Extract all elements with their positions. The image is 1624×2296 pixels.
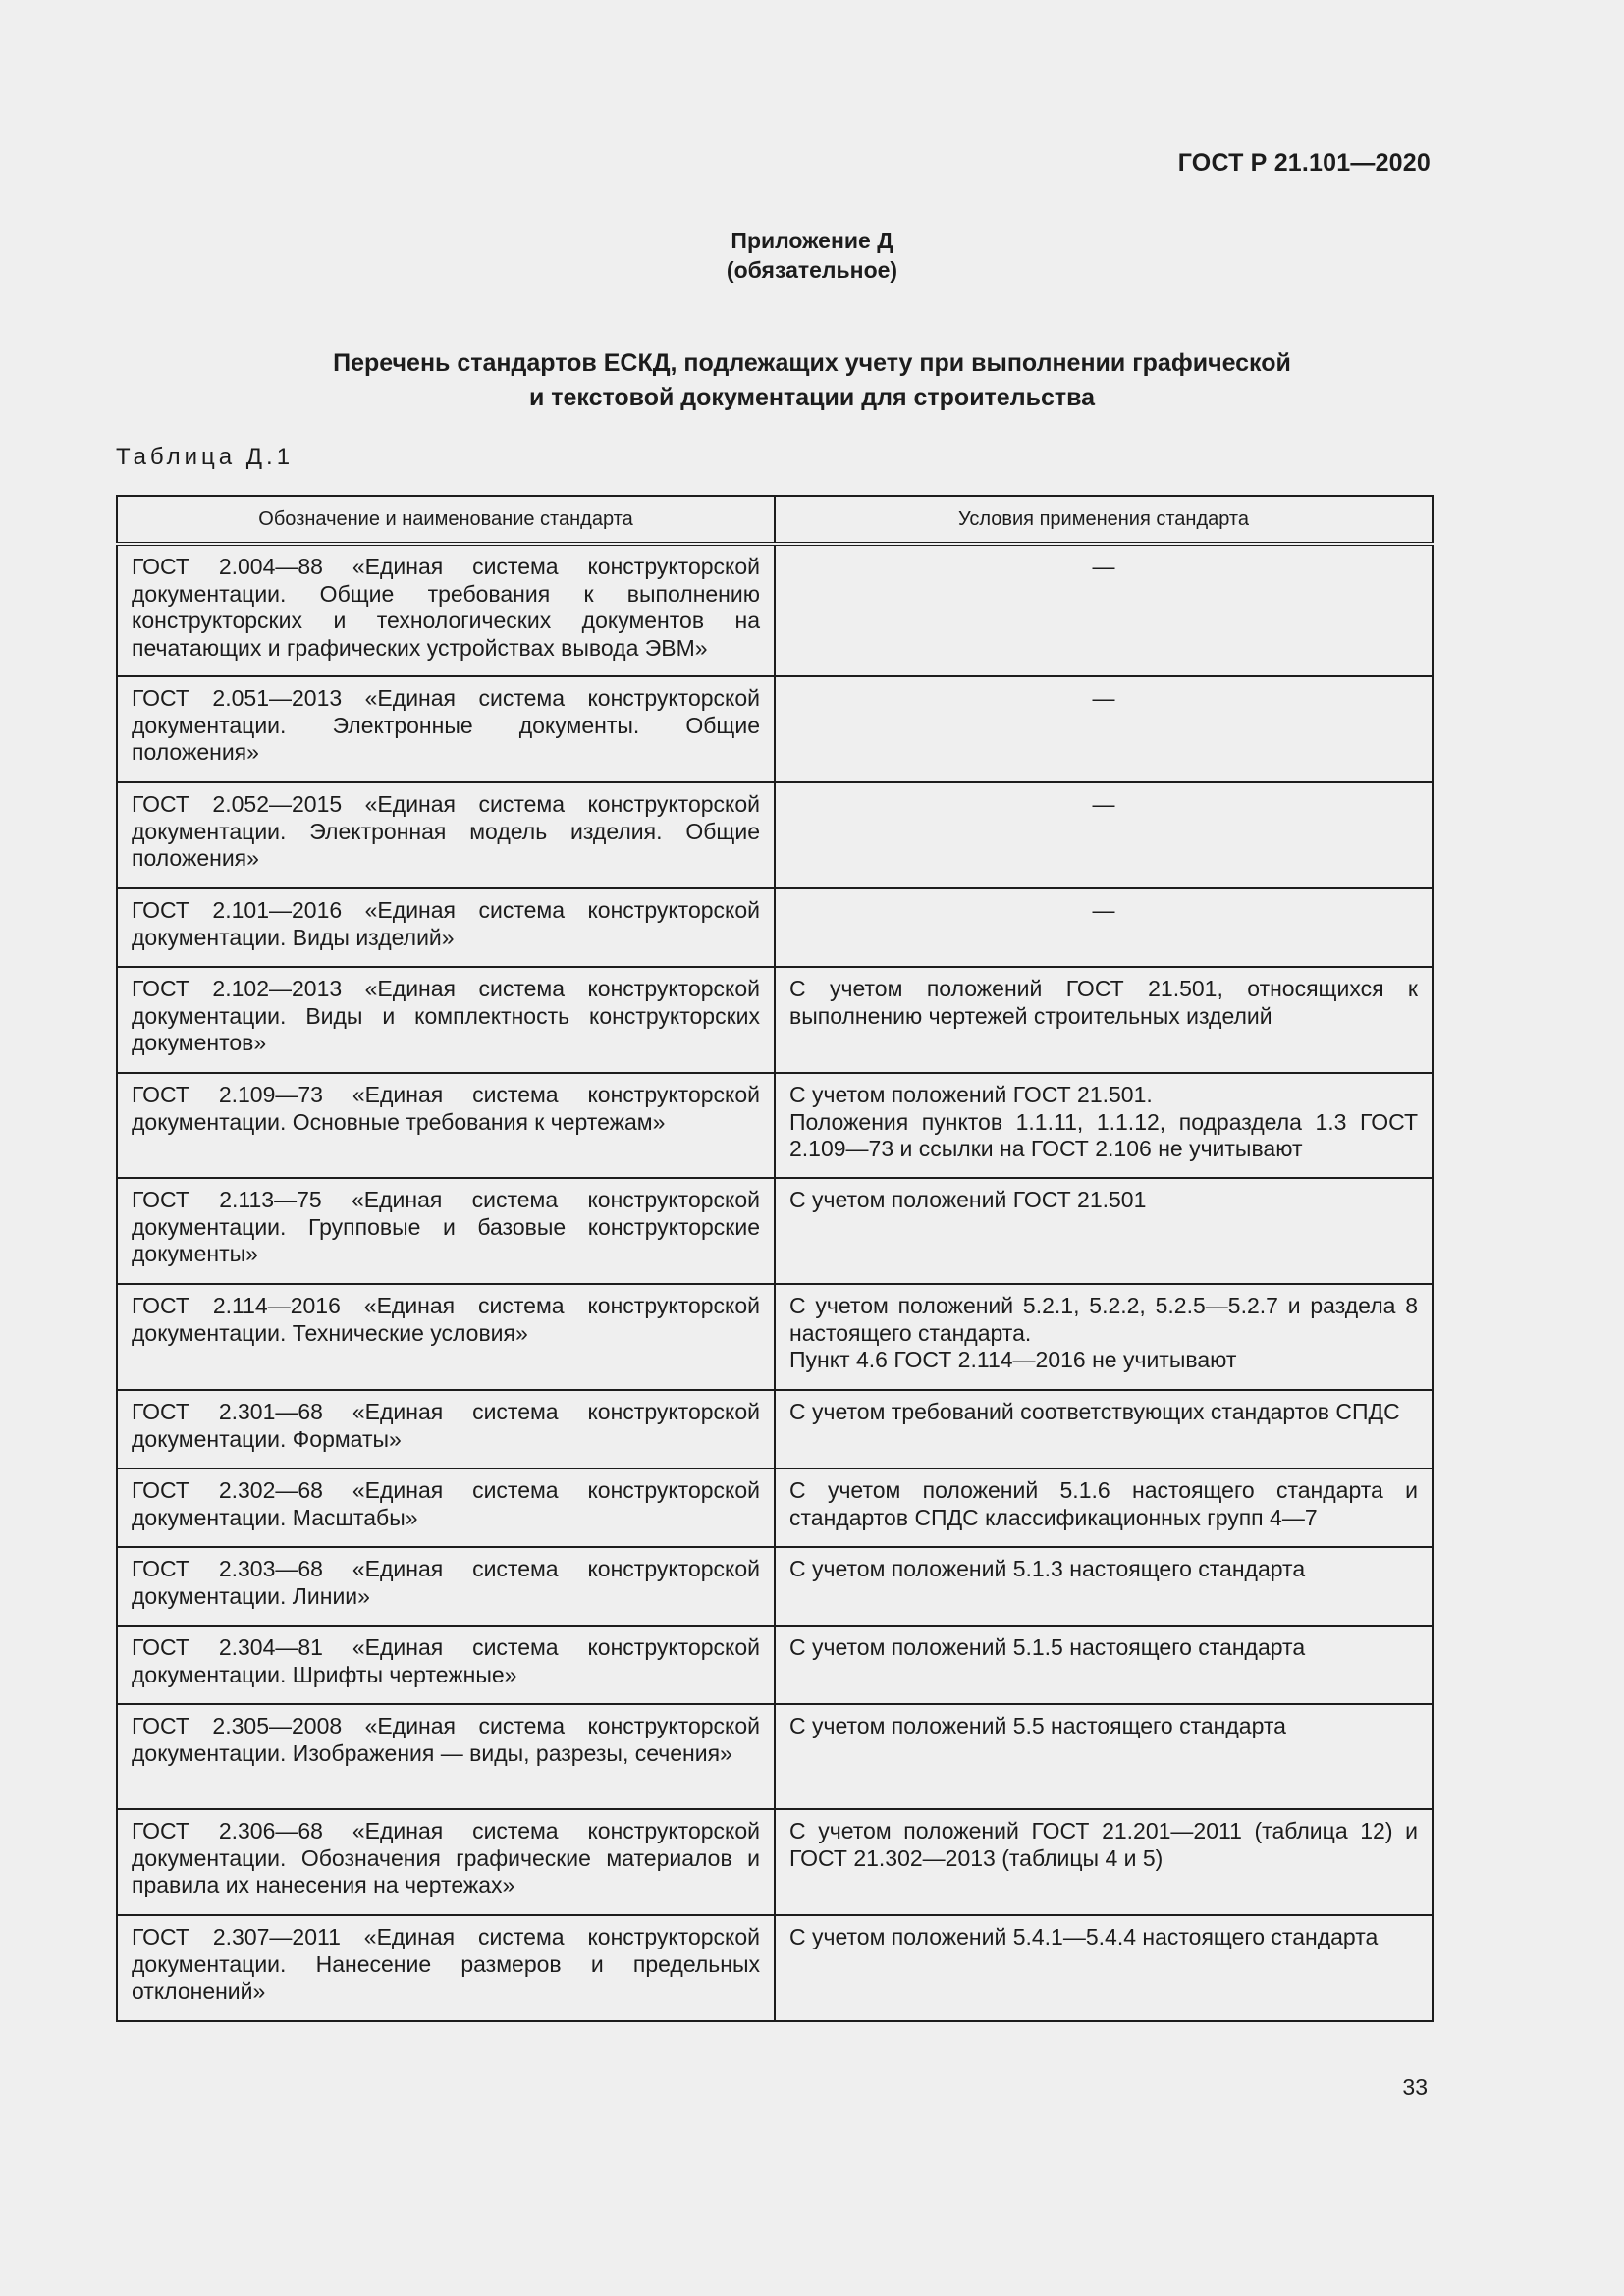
application-condition: — <box>775 676 1433 782</box>
standard-name: ГОСТ 2.307—2011 «Единая система конструкторской документации. Нанесение размеров и предельных отклонений» <box>117 1915 775 2021</box>
application-condition: С учетом положений ГОСТ 21.501. Положения пунктов 1.1.11, 1.1.12, подраздела 1.3 ГОСТ 2.109—73 и ссылки на ГОСТ 2.106 не учитывают <box>775 1073 1433 1178</box>
table-row <box>117 1915 1433 2021</box>
table-row <box>117 1547 1433 1626</box>
table-row <box>117 1704 1433 1809</box>
standard-name: ГОСТ 2.305—2008 «Единая система конструкторской документации. Изображения — виды, разрезы, сечения» <box>117 1704 775 1809</box>
column-header-designation: Обозначение и наименование стандарта <box>117 496 775 544</box>
table-row <box>117 1073 1433 1178</box>
table-row <box>117 782 1433 888</box>
appendix-status: (обязательное) <box>726 257 898 283</box>
application-condition: С учетом положений ГОСТ 21.501 <box>775 1178 1433 1284</box>
appendix-label: Приложение Д <box>731 228 893 253</box>
standard-name: ГОСТ 2.101—2016 «Единая система конструкторской документации. Виды изделий» <box>117 888 775 967</box>
table-row <box>117 1626 1433 1704</box>
document-code: ГОСТ Р 21.101—2020 <box>1177 149 1431 177</box>
application-condition: С учетом положений 5.1.5 настоящего стандарта <box>775 1626 1433 1704</box>
table-row <box>117 967 1433 1073</box>
table-row <box>117 1390 1433 1468</box>
standard-name: ГОСТ 2.113—75 «Единая система конструкторской документации. Групповые и базовые конструкторские документы» <box>117 1178 775 1284</box>
application-condition: С учетом положений ГОСТ 21.501, относящихся к выполнению чертежей строительных изделий <box>775 967 1433 1073</box>
application-condition: С учетом положений 5.4.1—5.4.4 настоящего стандарта <box>775 1915 1433 2021</box>
standard-name: ГОСТ 2.109—73 «Единая система конструкторской документации. Основные требования к чертежам» <box>117 1073 775 1178</box>
application-condition: — <box>775 544 1433 676</box>
appendix-heading <box>0 226 1624 285</box>
standard-name: ГОСТ 2.304—81 «Единая система конструкторской документации. Шрифты чертежные» <box>117 1626 775 1704</box>
column-header-conditions: Условия применения стандарта <box>775 496 1433 544</box>
standard-name: ГОСТ 2.301—68 «Единая система конструкторской документации. Форматы» <box>117 1390 775 1468</box>
table-row <box>117 1809 1433 1915</box>
table-row <box>117 676 1433 782</box>
standard-name: ГОСТ 2.303—68 «Единая система конструкторской документации. Линии» <box>117 1547 775 1626</box>
standard-name: ГОСТ 2.052—2015 «Единая система конструкторской документации. Электронная модель изделия. Общие положения» <box>117 782 775 888</box>
standard-name: ГОСТ 2.004—88 «Единая система конструкторской документации. Общие требования к выполнению конструкторских и технологических документов на печатающих и графических устройствах вывода ЭВМ» <box>117 544 775 676</box>
application-condition: — <box>775 888 1433 967</box>
table-row <box>117 544 1433 676</box>
application-condition: С учетом положений ГОСТ 21.201—2011 (таблица 12) и ГОСТ 21.302—2013 (таблицы 4 и 5) <box>775 1809 1433 1915</box>
table-caption: Таблица Д.1 <box>116 444 295 470</box>
title-line-2: и текстовой документации для строительства <box>528 384 1096 411</box>
application-condition: С учетом положений 5.1.3 настоящего стандарта <box>775 1547 1433 1626</box>
document-title <box>0 347 1624 415</box>
table-row <box>117 1284 1433 1390</box>
table-header-row <box>117 496 1433 544</box>
table-row <box>117 1178 1433 1284</box>
standards-table <box>116 495 1434 2022</box>
standard-name: ГОСТ 2.114—2016 «Единая система конструкторской документации. Технические условия» <box>117 1284 775 1390</box>
table-row <box>117 888 1433 967</box>
standard-name: ГОСТ 2.102—2013 «Единая система конструкторской документации. Виды и комплектность конструкторских документов» <box>117 967 775 1073</box>
application-condition: С учетом положений 5.2.1, 5.2.2, 5.2.5—5.2.7 и раздела 8 настоящего стандарта. Пункт 4.6 ГОСТ 2.114—2016 не учитывают <box>775 1284 1433 1390</box>
table-row <box>117 1468 1433 1547</box>
title-line-1: Перечень стандартов ЕСКД, подлежащих учету при выполнении графической <box>333 349 1291 377</box>
application-condition: — <box>775 782 1433 888</box>
standard-name: ГОСТ 2.306—68 «Единая система конструкторской документации. Обозначения графические материалов и правила их нанесения на чертежах» <box>117 1809 775 1915</box>
page-number: 33 <box>1402 2074 1428 2100</box>
standard-name: ГОСТ 2.302—68 «Единая система конструкторской документации. Масштабы» <box>117 1468 775 1547</box>
standard-name: ГОСТ 2.051—2013 «Единая система конструкторской документации. Электронные документы. Общие положения» <box>117 676 775 782</box>
application-condition: С учетом положений 5.5 настоящего стандарта <box>775 1704 1433 1809</box>
application-condition: С учетом требований соответствующих стандартов СПДС <box>775 1390 1433 1468</box>
application-condition: С учетом положений 5.1.6 настоящего стандарта и стандартов СПДС классификационных групп 4—7 <box>775 1468 1433 1547</box>
